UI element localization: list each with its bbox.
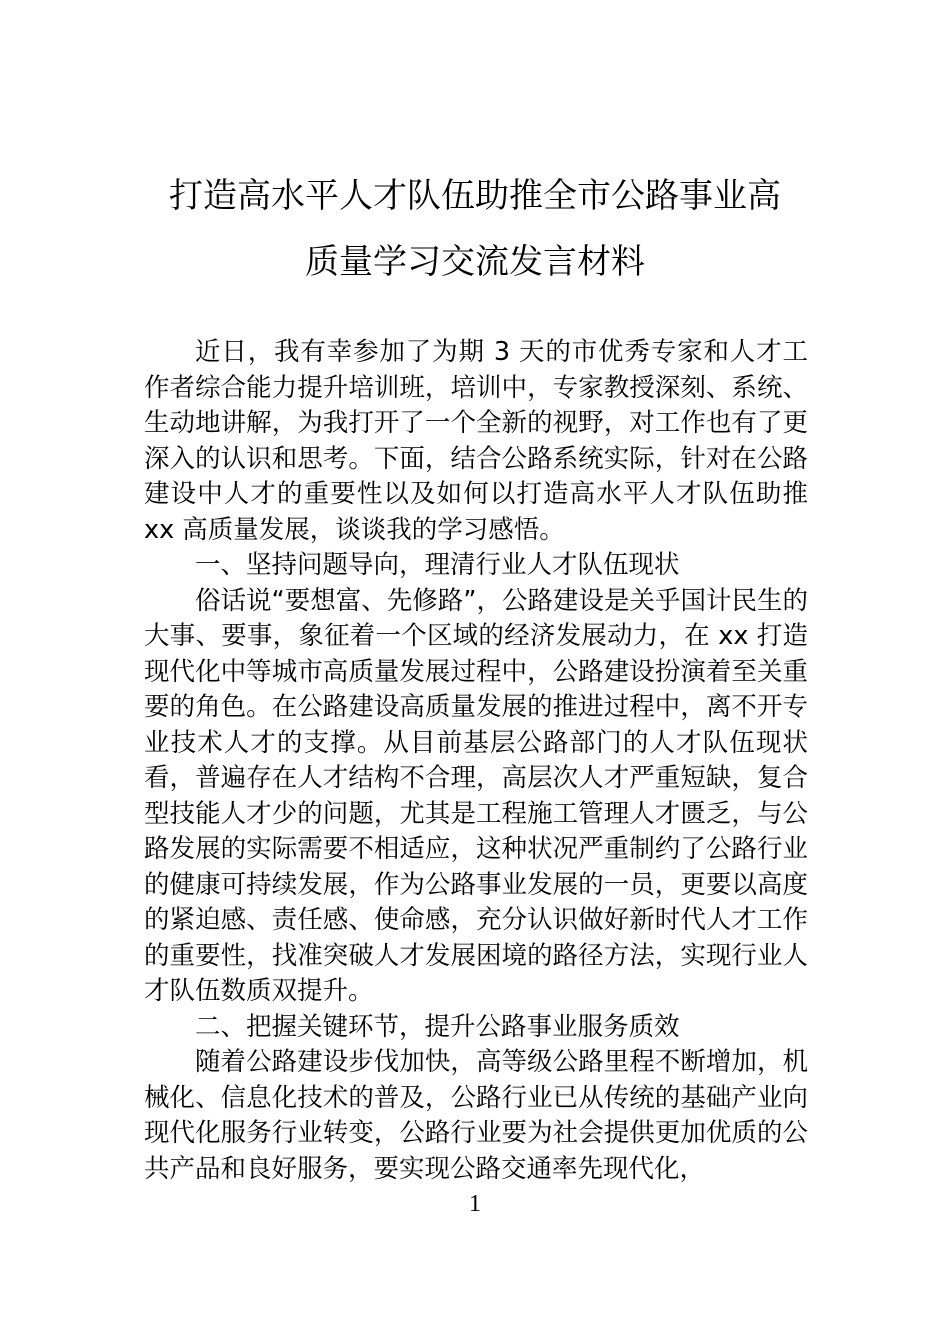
paragraph-section-1: 俗话说“要想富、先修路”，公路建设是关乎国计民生的大事、要事，象征着一个区域的经济发展动力，在 xx 打造现代化中等城市高质量发展过程中，公路建设扮演着至关重要的角色。在公路建设高质量发展的推进过程中，离不开专业技术人才的支撑。从目前基层公路部门的人才队伍现状看，普遍存在人才结构不合理，高层次人才严重短缺，复合型技能人才少的问题，尤其是工程施工管理人才匮乏，与公路发展的实际需要不相适应，这种状况严重制约了公路行业的健康可持续发展，作为公路事业发展的一员，更要以高度的紧迫感、责任感、使命感，充分认识做好新时代人才工作的重要性，找准突破人才发展困境的路径方法，实现行业人才队伍数质双提升。 — [144, 585, 808, 1006]
document-body — [144, 335, 808, 1187]
page-number: 1 — [469, 1191, 481, 1217]
document-title-line-2: 质量学习交流发言材料 — [305, 242, 645, 282]
section-heading-1: 一、坚持问题导向，理清行业人才队伍现状 — [195, 550, 680, 580]
paragraph-intro: 近日，我有幸参加了为期 3 天的市优秀专家和人才工作者综合能力提升培训班，培训中，专家教授深刻、系统、生动地讲解，为我打开了一个全新的视野，对工作也有了更深入的认识和思考。下面，结合公路系统实际，针对在公路建设中人才的重要性以及如何以打造高水平人才队伍助推 xx 高质量发展，谈谈我的学习感悟。 — [144, 337, 808, 545]
paragraph-section-2: 随着公路建设步伐加快，高等级公路里程不断增加，机械化、信息化技术的普及，公路行业已从传统的基础产业向现代化服务行业转变，公路行业要为社会提供更加优质的公共产品和良好服务，要实现公路交通率先现代化， — [144, 1047, 808, 1184]
section-heading-2: 二、把握关键环节，提升公路事业服务质效 — [195, 1011, 680, 1042]
document-title-line-1: 打造高水平人才队伍助推全市公路事业高 — [169, 176, 781, 216]
